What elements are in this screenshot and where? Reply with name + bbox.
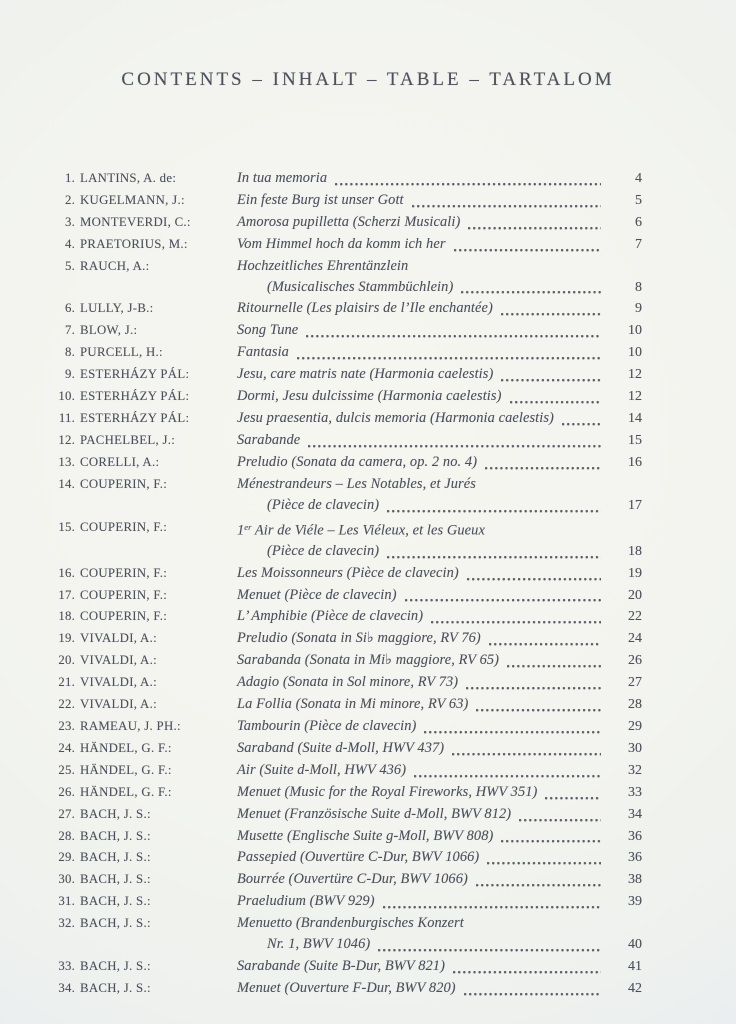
entry-title-line [237,320,642,342]
entry-number: 2. [65,192,75,207]
dot-leader [545,796,601,800]
dot-leader [487,861,601,865]
toc-entry [40,891,642,913]
toc-entry [40,474,642,517]
dot-leader [383,905,601,909]
entry-number: 16. [58,565,75,580]
entry-title-block [237,869,642,891]
entry-title-line [237,386,642,408]
toc-entry [40,913,642,956]
entry-title-block [237,913,642,956]
dot-leader [453,970,601,974]
entry-page-number: 42 [628,980,642,996]
toc-entry [40,650,642,672]
entry-number: 8. [65,345,75,360]
entry-composer: VIVALDI, A.: [80,631,157,646]
entry-number: 14. [58,476,75,491]
entry-title-block [237,782,642,804]
entry-title-line [237,650,642,672]
dot-leader [378,948,601,952]
dot-leader [424,730,601,734]
toc-entry [40,847,642,869]
entry-page-number: 24 [628,631,642,647]
entry-number: 15. [58,519,75,534]
entry-title: Menuetto (Brandenburgisches Konzert [237,915,464,932]
toc-entry [40,804,642,826]
dot-leader [412,204,601,208]
dot-leader [485,466,601,470]
entry-number: 11. [58,410,75,425]
toc-entry [40,168,642,190]
entry-composer: CORELLI, A.: [80,454,160,469]
entry-title-line [237,782,642,804]
entry-title-line [237,256,642,277]
entry-title-block [237,760,642,782]
toc-entry [40,563,642,585]
entry-page-number: 41 [628,958,642,974]
toc-list [40,168,642,1000]
entry-title-block [237,234,642,256]
toc-entry [40,869,642,891]
toc-entry [40,760,642,782]
entry-page-number: 9 [635,301,642,317]
entry-page-number: 18 [628,543,642,559]
entry-title-block [237,847,642,869]
entry-page-number: 10 [628,345,642,361]
entry-title-block [237,716,642,738]
toc-entry [40,364,642,386]
entry-title-block [237,672,642,694]
entry-title: Amorosa pupilletta (Scherzi Musicali) [237,213,461,230]
entry-title-block [237,804,642,826]
entry-page-number: 5 [635,192,642,208]
entry-title: In tua memoria [237,170,328,186]
entry-title: Sarabande (Suite B-Dur, BWV 821) [237,957,445,974]
entry-title-line [237,869,642,891]
entry-title-line [237,168,642,190]
entry-title: Preludio (Sonata da camera, op. 2 no. 4) [237,453,478,470]
entry-page-number: 26 [628,653,642,669]
entry-title: Saraband (Suite d-Moll, HWV 437) [237,739,445,756]
entry-title-line [237,234,642,256]
entry-title-line [237,978,642,1000]
dot-leader [452,752,601,756]
entry-page-number: 32 [628,762,642,778]
entry-number: 17. [58,587,75,602]
superscript: er [244,521,252,532]
entry-title-block [237,694,642,716]
entry-composer: PRAETORIUS, M.: [80,236,188,251]
entry-title-line [237,277,642,299]
entry-title-line [237,672,642,694]
entry-title-line [237,408,642,430]
entry-title-line [237,956,642,978]
entry-composer: COUPERIN, F.: [80,587,168,602]
entry-title: Bourrée (Ouvertüre C-Dur, BWV 1066) [237,871,468,888]
toc-entry [40,716,642,738]
entry-title-line [237,342,642,364]
entry-number: 4. [65,236,75,251]
entry-page-number: 36 [628,850,642,866]
entry-page-number: 34 [628,806,642,822]
dot-leader [467,577,601,581]
entry-number: 25. [58,762,75,777]
entry-page-number: 15 [628,432,642,448]
entry-title-block [237,256,642,299]
entry-title-line [237,694,642,716]
toc-entry [40,606,642,628]
entry-page-number: 16 [628,454,642,470]
dot-leader [501,312,601,316]
entry-number: 31. [58,894,75,909]
entry-title: Jesu, care matris nate (Harmonia caelestis) [237,366,494,383]
dot-leader [476,883,601,887]
entry-page-number: 22 [628,609,642,625]
entry-composer: BACH, J. S.: [80,980,151,995]
entry-title-line [237,364,642,386]
entry-number: 18. [58,609,75,624]
page-title: CONTENTS – INHALT – TABLE – TARTALOM [121,69,615,90]
entry-title-line [237,474,642,495]
entry-title-block [237,190,642,212]
entry-title-block [237,342,642,364]
entry-composer: COUPERIN, F.: [80,519,168,534]
entry-composer: BLOW, J.: [80,323,138,338]
entry-title: Ménestrandeurs – Les Notables, et Jurés [237,475,476,492]
entry-composer: HÄNDEL, G. F.: [80,762,172,777]
entry-page-number: 20 [628,587,642,603]
entry-composer: ESTERHÁZY PÁL: [80,367,190,382]
entry-title-line [237,826,642,848]
entry-number: 34. [58,980,75,995]
entry-composer: ESTERHÁZY PÁL: [80,410,190,425]
entry-title-block [237,430,642,452]
entry-title-block [237,956,642,978]
dot-leader [414,774,601,778]
entry-title-line [237,738,642,760]
dot-leader [468,226,601,230]
dot-leader [335,182,601,186]
dot-leader [466,686,601,690]
entry-title: Sarabanda (Sonata in Mi♭ maggiore, RV 65) [237,652,500,669]
entry-number: 24. [58,740,75,755]
entry-page-number: 38 [628,872,642,888]
entry-number: 10. [58,389,75,404]
entry-composer: BACH, J. S.: [80,916,151,931]
toc-entry [40,408,642,430]
entry-title: Ritournelle (Les plaisirs de l’Ile enchantée) [237,300,493,317]
entry-title-block [237,320,642,342]
entry-number: 9. [65,367,75,382]
entry-composer: BACH, J. S.: [80,828,151,843]
entry-title: Preludio (Sonata in Si♭ maggiore, RV 76) [237,630,481,647]
entry-title: Musette (Englische Suite g-Moll, BWV 808) [237,827,494,844]
dot-leader [387,509,601,513]
entry-title: Jesu praesentia, dulcis memoria (Harmonia caelestis) [237,409,554,426]
entry-number: 19. [58,631,75,646]
entry-title-line [237,212,642,234]
entry-title-line [237,430,642,452]
entry-composer: PACHELBEL, J.: [80,432,176,447]
entry-title-line [237,298,642,320]
entry-number: 28. [58,828,75,843]
dot-leader [454,248,601,252]
entry-composer: VIVALDI, A.: [80,653,157,668]
dot-leader [510,400,602,404]
entry-title: 1er Air de Viéle – Les Viéleux, et les Gueux [237,521,485,538]
entry-title-block [237,474,642,517]
toc-entry [40,694,642,716]
entry-title-line [237,541,642,563]
entry-title-block [237,585,642,607]
entry-number: 23. [58,718,75,733]
entry-number: 32. [58,916,75,931]
entry-page-number: 17 [628,497,642,513]
toc-entry [40,256,642,299]
entry-title: Vom Himmel hoch da komm ich her [237,235,446,252]
entry-number: 6. [65,301,75,316]
entry-title-block [237,408,642,430]
toc-entry [40,826,642,848]
entry-title: Ein feste Burg ist unser Gott [237,191,404,208]
entry-title-line [237,891,642,913]
entry-page-number: 12 [628,367,642,383]
entry-page-number: 10 [628,323,642,339]
entry-number: 13. [58,454,75,469]
toc-entry [40,298,642,320]
entry-composer: LANTINS, A. de: [80,171,177,185]
entry-page-number: 28 [628,697,642,713]
toc-entry [40,320,642,342]
entry-title-block [237,628,642,650]
toc-entry [40,585,642,607]
entry-title-block [237,452,642,474]
entry-page-number: 29 [628,718,642,734]
entry-title-line [237,606,642,628]
entry-number: 20. [58,653,75,668]
entry-title-line [237,495,642,517]
toc-entry [40,190,642,212]
entry-title: Praeludium (BWV 929) [237,893,375,910]
entry-composer: VIVALDI, A.: [80,697,157,712]
entry-title: Fantasia [237,344,289,361]
dot-leader [489,642,601,646]
entry-title-line [237,452,642,474]
entry-page-number: 33 [628,784,642,800]
entry-title: (Pièce de clavecin) [267,542,380,559]
entry-title-block [237,386,642,408]
dot-leader [297,356,601,360]
entry-title-line [237,847,642,869]
dot-leader [387,555,601,559]
entry-title-line [237,563,642,585]
entry-composer: LULLY, J-B.: [80,301,154,316]
entry-composer: BACH, J. S.: [80,850,151,865]
entry-page-number: 12 [628,389,642,405]
toc-entry [40,628,642,650]
entry-title-line [237,760,642,782]
dot-leader [507,664,601,668]
entry-page-number: 27 [628,675,642,691]
entry-page-number: 6 [635,214,642,230]
entry-title: (Pièce de clavecin) [267,496,380,513]
entry-title: Hochzeitliches Ehrentänzlein [237,257,409,274]
toc-entry [40,956,642,978]
entry-number: 1. [65,171,75,185]
entry-title-block [237,891,642,913]
entry-title: Dormi, Jesu dulcissime (Harmonia caelestis) [237,388,502,405]
entry-number: 3. [65,214,75,229]
entry-composer: BACH, J. S.: [80,806,151,821]
toc-entry [40,978,642,1000]
toc-entry [40,517,642,563]
toc-entry [40,672,642,694]
dot-leader [501,839,601,843]
entry-page-number: 40 [628,937,642,953]
entry-title-line [237,517,642,541]
entry-number: 33. [58,958,75,973]
toc-entry [40,782,642,804]
entry-composer: BACH, J. S.: [80,894,151,909]
entry-title: L’ Amphibie (Pièce de clavecin) [237,608,424,625]
entry-title-block [237,978,642,1000]
entry-title: Passepied (Ouvertüre C-Dur, BWV 1066) [237,849,480,866]
dot-leader [562,422,601,426]
entry-composer: KUGELMANN, J.: [80,192,185,207]
entry-title: Nr. 1, BWV 1046) [267,936,371,953]
dot-leader [306,334,601,338]
entry-composer: COUPERIN, F.: [80,565,168,580]
dot-leader [461,290,601,294]
entry-page-number: 8 [635,279,642,295]
entry-number: 29. [58,850,75,865]
dot-leader [308,444,601,448]
entry-title-block [237,517,642,563]
entry-number: 5. [65,258,75,273]
entry-page-number: 36 [628,828,642,844]
toc-entry [40,234,642,256]
entry-title: Air (Suite d-Moll, HWV 436) [237,761,407,778]
entry-composer: BACH, J. S.: [80,872,151,887]
toc-entry [40,212,642,234]
entry-title: Menuet (Pièce de clavecin) [237,586,397,603]
entry-number: 30. [58,872,75,887]
dot-leader [501,378,601,382]
entry-title: Sarabande [237,431,301,448]
entry-title-block [237,738,642,760]
entry-composer: RAMEAU, J. PH.: [80,718,181,733]
entry-title: (Musicalisches Stammbüchlein) [267,278,454,295]
entry-title-line [237,190,642,212]
entry-page-number: 19 [628,565,642,581]
toc-entry [40,430,642,452]
entry-composer: BACH, J. S.: [80,958,151,973]
entry-title: Menuet (Music for the Royal Fireworks, HWV 351) [237,783,538,800]
toc-entry [40,452,642,474]
entry-title-line [237,716,642,738]
entry-title: Les Moissonneurs (Pièce de clavecin) [237,564,459,581]
toc-entry [40,386,642,408]
entry-title-line [237,628,642,650]
entry-composer: HÄNDEL, G. F.: [80,740,172,755]
entry-composer: HÄNDEL, G. F.: [80,784,172,799]
entry-page-number: 14 [628,410,642,426]
dot-leader [464,992,601,996]
entry-title: Tambourin (Pièce de clavecin) [237,717,417,734]
entry-title-line [237,804,642,826]
entry-title-block [237,212,642,234]
entry-title-line [237,913,642,934]
dot-leader [431,620,601,624]
entry-title-block [237,650,642,672]
entry-title-block [237,563,642,585]
entry-title-line [237,585,642,607]
entry-page-number: 7 [635,236,642,252]
entry-page-number: 4 [635,171,642,186]
entry-page-number: 30 [628,740,642,756]
dot-leader [519,818,601,822]
entry-composer: MONTEVERDI, C.: [80,214,191,229]
entry-title-block [237,364,642,386]
toc-entry [40,342,642,364]
entry-title: Adagio (Sonata in Sol minore, RV 73) [237,674,459,691]
entry-composer: VIVALDI, A.: [80,675,157,690]
entry-composer: PURCELL, H.: [80,345,163,360]
entry-page-number: 39 [628,894,642,910]
dot-leader [476,708,601,712]
entry-number: 27. [58,806,75,821]
entry-composer: RAUCH, A.: [80,258,150,273]
entry-title-block [237,298,642,320]
dot-leader [405,598,601,602]
entry-title: La Follia (Sonata in Mi minore, RV 63) [237,696,469,713]
entry-title-line [237,934,642,956]
entry-composer: COUPERIN, F.: [80,476,168,491]
entry-title: Song Tune [237,322,299,339]
entry-composer: COUPERIN, F.: [80,609,168,624]
entry-number: 21. [58,675,75,690]
entry-title-block [237,826,642,848]
entry-title-block [237,606,642,628]
entry-title: Menuet (Ouverture F-Dur, BWV 820) [237,979,456,996]
entry-number: 22. [58,697,75,712]
toc-entry [40,738,642,760]
entry-number: 26. [58,784,75,799]
entry-number: 7. [65,323,75,338]
entry-number: 12. [58,432,75,447]
entry-title: Menuet (Französische Suite d-Moll, BWV 812) [237,805,512,822]
entry-title-block [237,168,642,190]
entry-composer: ESTERHÁZY PÁL: [80,389,190,404]
